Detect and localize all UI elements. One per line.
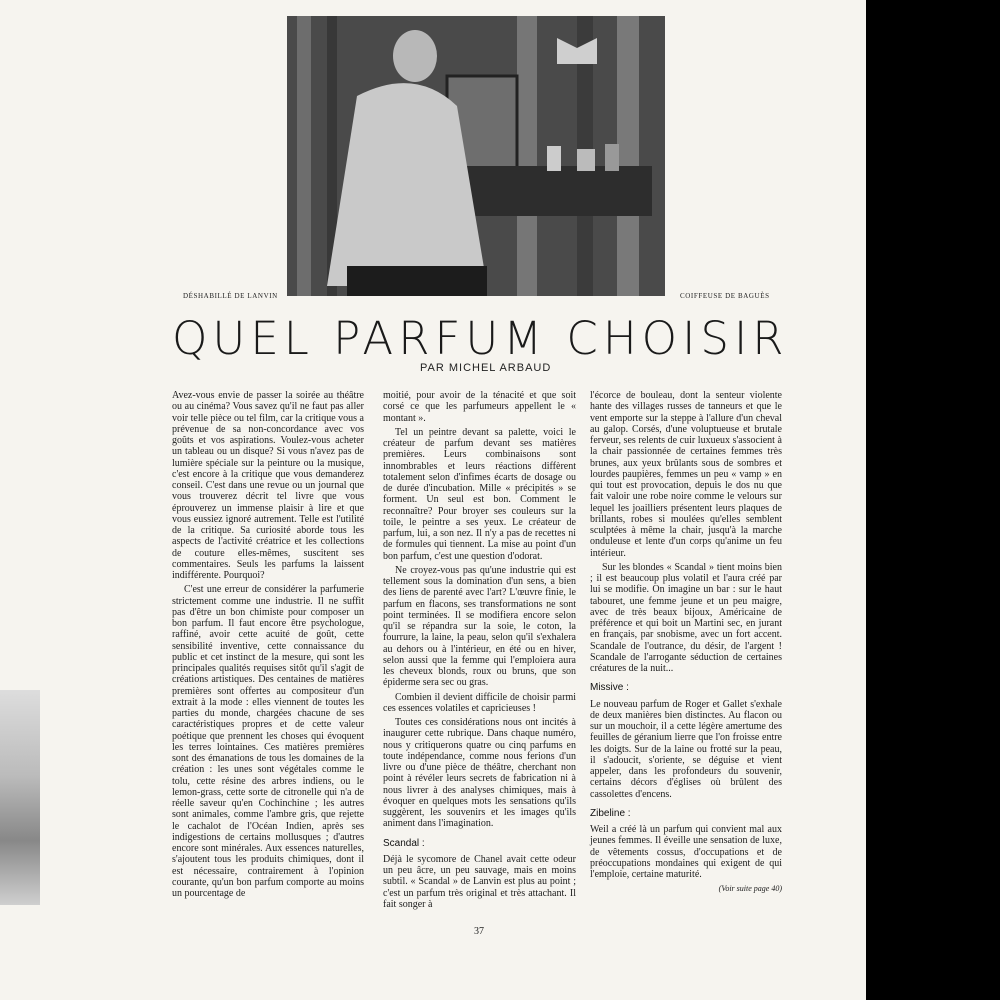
section-heading-zibeline: Zibeline : — [590, 807, 631, 819]
paragraph: Ne croyez-vous pas qu'une industrie qui est tellement sous la domination d'un sens, a bien des liens de parenté avec l'art? L'œuvre finie, le parfum en flacons, ses transformations ne sont point terminées. Il se modifiera encore selon qu'il se répandra sur la soie, le coton, la fourrure, la laine, la peau, selon qu'il s'exhalera au dehors ou à l'intérieur, en été ou en hiver, selon aussi que la femme qui l'emploiera aura les cheveux blonds, roux ou bruns, que son épiderme sera sec ou gras. — [383, 564, 576, 689]
paragraph: Avez-vous envie de passer la soirée au théâtre ou au cinéma? Vous savez qu'il ne faut pas aller voir telle pièce ou tel film, car la critique vous a prévenue de sa non-concordance avec vos goûts et vos aspirations. Voulez-vous acheter un tableau ou un disque? Si vous n'avez pas de lumière spéciale sur la peinture ou la musique, c'est encore à la critique que vous demanderez conseil. C'est dans une revue ou un journal que vous trouverez décrit tel livre que vous éprouverez un immense plaisir à lire et que vous eussiez ignoré autrement. Telle est l'utilité de la critique. Sa curiosité aborde tous les aspects de l'activité créatrice et les collections de couture elles-mêmes, suscitent ses commentaires. Seuls les parfums la laissent indifférente. Pourquoi? — [172, 390, 364, 581]
column-2 — [383, 390, 576, 913]
page-number: 37 — [474, 926, 484, 937]
paragraph: Le nouveau parfum de Roger et Gallet s'exhale de deux manières bien distinctes. Au flacon ou sur un mouchoir, il a cette légère amertume des feuilles de géranium lierre que l'on froisse entre les doigts. Sur de la laine ou frotté sur la peau, il s'adoucit, s'oriente, se déguise et vient appeler, dans les profondeurs du souvenir, certains décors d'églises où brûlent des cassolettes d'encens. — [590, 698, 782, 800]
column-3 — [590, 390, 782, 895]
scan-edge — [866, 0, 1000, 1000]
article-photo — [287, 16, 665, 296]
paragraph: Toutes ces considérations nous ont incités à inaugurer cette rubrique. Dans chaque numéro, nous y critiquerons quatre ou cinq parfums en toute indépendance, comme nous ferions d'un livre ou d'une pièce de théâtre, cherchant non point à révéler leurs secrets de fabrication ni à nous livrer à des analyses chimiques, mais à évoquer en quelques mots les sensations qu'ils suggèrent, les souvenirs et les images qu'ils animent dans l'imagination. — [383, 717, 576, 830]
paragraph: Weil a créé là un parfum qui convient mal aux jeunes femmes. Il éveille une sensation de luxe, de vêtements cossus, d'occupations et de préoccupations mondaines qui exigent de qui l'emploie, certaine maturité. — [590, 824, 782, 880]
photo-caption-right: COIFFEUSE DE BAGUÈS — [680, 292, 770, 300]
paragraph: Sur les blondes « Scandal » tient moins bien ; il est beaucoup plus volatil et l'aura créé par lui se modifie. On imagine un bar : sur le haut tabouret, une femme jeune et un peu maigre, avec de très beaux bijoux, Américaine de préférence et qui boit un Martini sec, en jurant en français, par snobisme, avec un fort accent. Scandale de l'outrance, du désir, de l'argent ! Scandale de l'arrogante séduction de certaines créatures de la nuit... — [590, 561, 782, 674]
column-1 — [172, 390, 364, 902]
section-heading-missive: Missive : — [590, 682, 629, 694]
paragraph: Déjà le sycomore de Chanel avait cette odeur un peu âcre, un peu sauvage, mais en moins subtil. « Scandal » de Lanvin est plus au point ; c'est un parfum très original et très attachant. Il fait songer à — [383, 853, 576, 910]
continued-note: (Voir suite page 40) — [718, 884, 782, 894]
paragraph: Tel un peintre devant sa palette, voici le créateur de parfum devant ses matières premières. Leurs combinaisons sont innombrables et leurs réactions diffèrent totalement selon d'infimes écarts de dosage ou de durée d'incubation. Mille « précipités » se forment. Un seul est bon. Comment le reconnaître? Pour broyer ses couleurs sur la toile, le peintre a ses yeux. Le créateur de parfum, lui, a son nez. Il n'y a pas de recettes ni de formules qui tiennent. La mise au point d'un bon parfum, c'est une question d'odorat. — [383, 426, 576, 562]
section-heading-scandal: Scandal : — [383, 837, 425, 849]
facing-page-photo — [0, 690, 40, 905]
paragraph: moitié, pour avoir de la ténacité et que soit corsé ce que les parfumeurs appellent le « montant ». — [383, 390, 576, 424]
paragraph: l'écorce de bouleau, dont la senteur violente hante des villages russes de tanneurs et que le vent emporte sur la steppe à l'allure d'un cheval au galop. Corsés, d'une voluptueuse et brutale ferveur, ses relents de cuir luxueux s'associent à la chair passionnée de certaines femmes très brunes, aux yeux brûlants sous de sombres et lourdes paupières, femmes un peu « vamp » en qui tout est provocation, depuis le dos nu que fait valoir une robe noire comme le velours sur lequel les joailliers présentent leurs plaques de brillants, robes si moulées qu'elles semblent sculptées à même la chair, jusqu'à la marche onduleuse et lente d'un corps qu'anime un feu intérieur. — [590, 390, 782, 559]
article-byline: PAR MICHEL ARBAUD — [420, 362, 552, 374]
paragraph: C'est une erreur de considérer la parfumerie strictement comme une industrie. Il ne suffit pas d'être un bon chimiste pour composer un bon parfum. Il faut encore être psychologue, raffiné, avoir cette acuité de goût, cette sensibilité inventive, cette connaissance du public et cet instinct de la mesure, qui sont les principales qualités requises sitôt qu'il s'agit de créations artistiques. Des centaines de matières premières sont offertes au compositeur d'un extrait à la mode : elles viennent de toutes les parties du monde, chargées chacune de ses caractéristiques propres et de cette valeur poétique que prennent les choses qui évoquent les terres lointaines. Ces matières premières sont des émanations de tous les domaines de la création : les unes sont végétales comme le tolu, cette résine des arbres indiens, ou le lemon-grass, cette sorte de citronelle qui n'a de réelle saveur qu'en Cochinchine ; les autres sont animales, comme l'ambre gris, que rejette le cachalot de l'Océan Indien, après ses indigestions de certains mollusques ; d'autres encore sont minérales. Aux essences naturelles, s'ajoutent tous les produits chimiques, dont il est nécessaire, contrairement à l'opinion courante, qu'un bon parfum comporte au moins un pourcentage de — [172, 584, 364, 899]
article-title: QUEL PARFUM CHOISIR — [172, 312, 789, 365]
paragraph: Combien il devient difficile de choisir parmi ces essences volatiles et capricieuses ! — [383, 691, 576, 714]
photo-caption-left: DÉSHABILLÉ DE LANVIN — [183, 292, 278, 300]
photo-illustration — [287, 16, 665, 296]
